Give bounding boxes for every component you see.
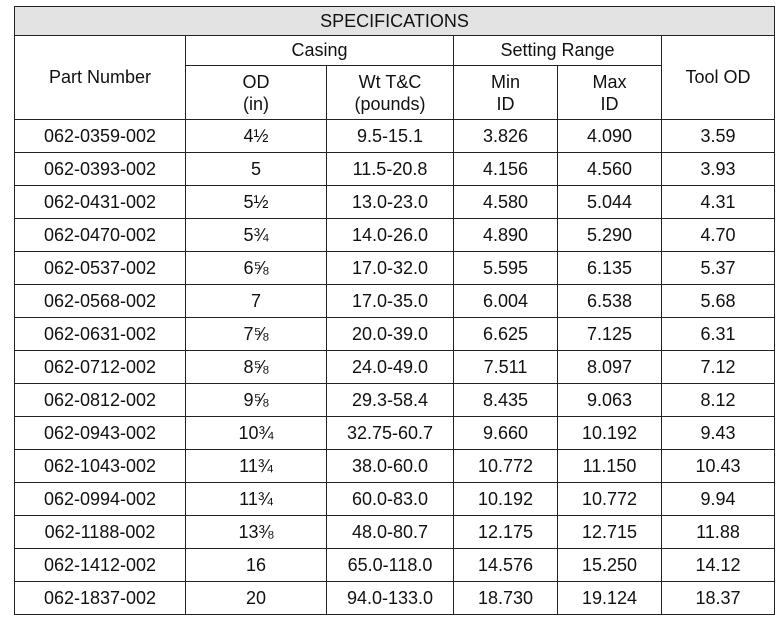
cell-wt: 65.0-118.0 (327, 549, 454, 582)
cell-od: 5¾ (186, 219, 327, 252)
cell-part-number: 062-1188-002 (15, 516, 186, 549)
cell-min-id: 6.004 (454, 285, 558, 318)
header-min-line2: ID (496, 93, 515, 114)
cell-part-number: 062-0812-002 (15, 384, 186, 417)
cell-max-id: 6.538 (558, 285, 662, 318)
cell-part-number: 062-0568-002 (15, 285, 186, 318)
cell-wt: 9.5-15.1 (327, 120, 454, 153)
cell-tool-od: 18.37 (662, 582, 775, 615)
cell-od: 11¾ (186, 450, 327, 483)
header-wt (327, 66, 454, 120)
table-row (15, 450, 775, 483)
cell-min-id: 10.192 (454, 483, 558, 516)
cell-part-number: 062-0943-002 (15, 417, 186, 450)
header-part-number: Part Number (15, 36, 186, 120)
header-od-line1: OD (242, 71, 270, 92)
cell-wt: 11.5-20.8 (327, 153, 454, 186)
header-wt-line2: (pounds) (354, 93, 426, 114)
cell-max-id: 7.125 (558, 318, 662, 351)
cell-min-id: 8.435 (454, 384, 558, 417)
table-row (15, 252, 775, 285)
cell-tool-od: 9.43 (662, 417, 775, 450)
table-row (15, 582, 775, 615)
cell-max-id: 5.044 (558, 186, 662, 219)
cell-tool-od: 8.12 (662, 384, 775, 417)
cell-part-number: 062-0431-002 (15, 186, 186, 219)
cell-tool-od: 14.12 (662, 549, 775, 582)
table-row (15, 549, 775, 582)
cell-part-number: 062-0631-002 (15, 318, 186, 351)
cell-max-id: 19.124 (558, 582, 662, 615)
cell-max-id: 12.715 (558, 516, 662, 549)
cell-min-id: 4.890 (454, 219, 558, 252)
cell-wt: 48.0-80.7 (327, 516, 454, 549)
cell-wt: 17.0-35.0 (327, 285, 454, 318)
cell-min-id: 7.511 (454, 351, 558, 384)
table-row (15, 318, 775, 351)
cell-part-number: 062-1837-002 (15, 582, 186, 615)
cell-od: 20 (186, 582, 327, 615)
cell-max-id: 8.097 (558, 351, 662, 384)
cell-max-id: 9.063 (558, 384, 662, 417)
cell-part-number: 062-1043-002 (15, 450, 186, 483)
cell-part-number: 062-0470-002 (15, 219, 186, 252)
cell-wt: 29.3-58.4 (327, 384, 454, 417)
cell-wt: 24.0-49.0 (327, 351, 454, 384)
header-max-line1: Max (592, 71, 627, 92)
cell-part-number: 062-0537-002 (15, 252, 186, 285)
cell-wt: 17.0-32.0 (327, 252, 454, 285)
cell-tool-od: 6.31 (662, 318, 775, 351)
cell-tool-od: 7.12 (662, 351, 775, 384)
header-od (186, 66, 327, 120)
cell-max-id: 11.150 (558, 450, 662, 483)
table-row (15, 417, 775, 450)
header-max-line2: ID (600, 93, 619, 114)
table-row (15, 516, 775, 549)
cell-tool-od: 5.37 (662, 252, 775, 285)
cell-od: 10¾ (186, 417, 327, 450)
header-min-line1: Min (490, 71, 520, 92)
header-setting-range: Setting Range (454, 36, 662, 66)
cell-wt: 38.0-60.0 (327, 450, 454, 483)
table-row (15, 285, 775, 318)
cell-od: 4½ (186, 120, 327, 153)
cell-part-number: 062-0712-002 (15, 351, 186, 384)
table-row (15, 153, 775, 186)
header-min-id (454, 66, 558, 120)
header-od-line2: (in) (243, 93, 269, 114)
cell-tool-od: 4.31 (662, 186, 775, 219)
cell-part-number: 062-0359-002 (15, 120, 186, 153)
cell-max-id: 10.192 (558, 417, 662, 450)
header-wt-line1: Wt T&C (358, 71, 422, 92)
cell-wt: 20.0-39.0 (327, 318, 454, 351)
cell-min-id: 18.730 (454, 582, 558, 615)
table-title: SPECIFICATIONS (15, 7, 775, 36)
cell-max-id: 6.135 (558, 252, 662, 285)
cell-part-number: 062-0994-002 (15, 483, 186, 516)
cell-tool-od: 11.88 (662, 516, 775, 549)
cell-part-number: 062-0393-002 (15, 153, 186, 186)
table-row (15, 483, 775, 516)
cell-wt: 13.0-23.0 (327, 186, 454, 219)
table-row (15, 351, 775, 384)
cell-od: 11¾ (186, 483, 327, 516)
cell-tool-od: 3.93 (662, 153, 775, 186)
cell-tool-od: 4.70 (662, 219, 775, 252)
cell-od: 6⅝ (186, 252, 327, 285)
cell-od: 5½ (186, 186, 327, 219)
cell-tool-od: 9.94 (662, 483, 775, 516)
cell-wt: 14.0-26.0 (327, 219, 454, 252)
cell-min-id: 9.660 (454, 417, 558, 450)
cell-min-id: 4.580 (454, 186, 558, 219)
cell-max-id: 4.560 (558, 153, 662, 186)
cell-wt: 60.0-83.0 (327, 483, 454, 516)
header-tool-od: Tool OD (662, 36, 775, 120)
table-row (15, 186, 775, 219)
cell-min-id: 3.826 (454, 120, 558, 153)
cell-od: 16 (186, 549, 327, 582)
cell-od: 7⅝ (186, 318, 327, 351)
cell-od: 7 (186, 285, 327, 318)
cell-min-id: 6.625 (454, 318, 558, 351)
cell-max-id: 4.090 (558, 120, 662, 153)
table-row (15, 219, 775, 252)
cell-min-id: 12.175 (454, 516, 558, 549)
cell-od: 9⅝ (186, 384, 327, 417)
cell-min-id: 4.156 (454, 153, 558, 186)
cell-wt: 94.0-133.0 (327, 582, 454, 615)
header-casing: Casing (186, 36, 454, 66)
cell-od: 5 (186, 153, 327, 186)
table-body (15, 120, 775, 615)
specifications-table (14, 6, 775, 615)
cell-max-id: 15.250 (558, 549, 662, 582)
cell-od: 13⅜ (186, 516, 327, 549)
cell-min-id: 5.595 (454, 252, 558, 285)
cell-tool-od: 5.68 (662, 285, 775, 318)
cell-min-id: 10.772 (454, 450, 558, 483)
cell-tool-od: 10.43 (662, 450, 775, 483)
cell-part-number: 062-1412-002 (15, 549, 186, 582)
cell-max-id: 10.772 (558, 483, 662, 516)
table-row (15, 120, 775, 153)
cell-tool-od: 3.59 (662, 120, 775, 153)
header-max-id (558, 66, 662, 120)
cell-max-id: 5.290 (558, 219, 662, 252)
cell-od: 8⅝ (186, 351, 327, 384)
cell-min-id: 14.576 (454, 549, 558, 582)
table-row (15, 384, 775, 417)
cell-wt: 32.75-60.7 (327, 417, 454, 450)
